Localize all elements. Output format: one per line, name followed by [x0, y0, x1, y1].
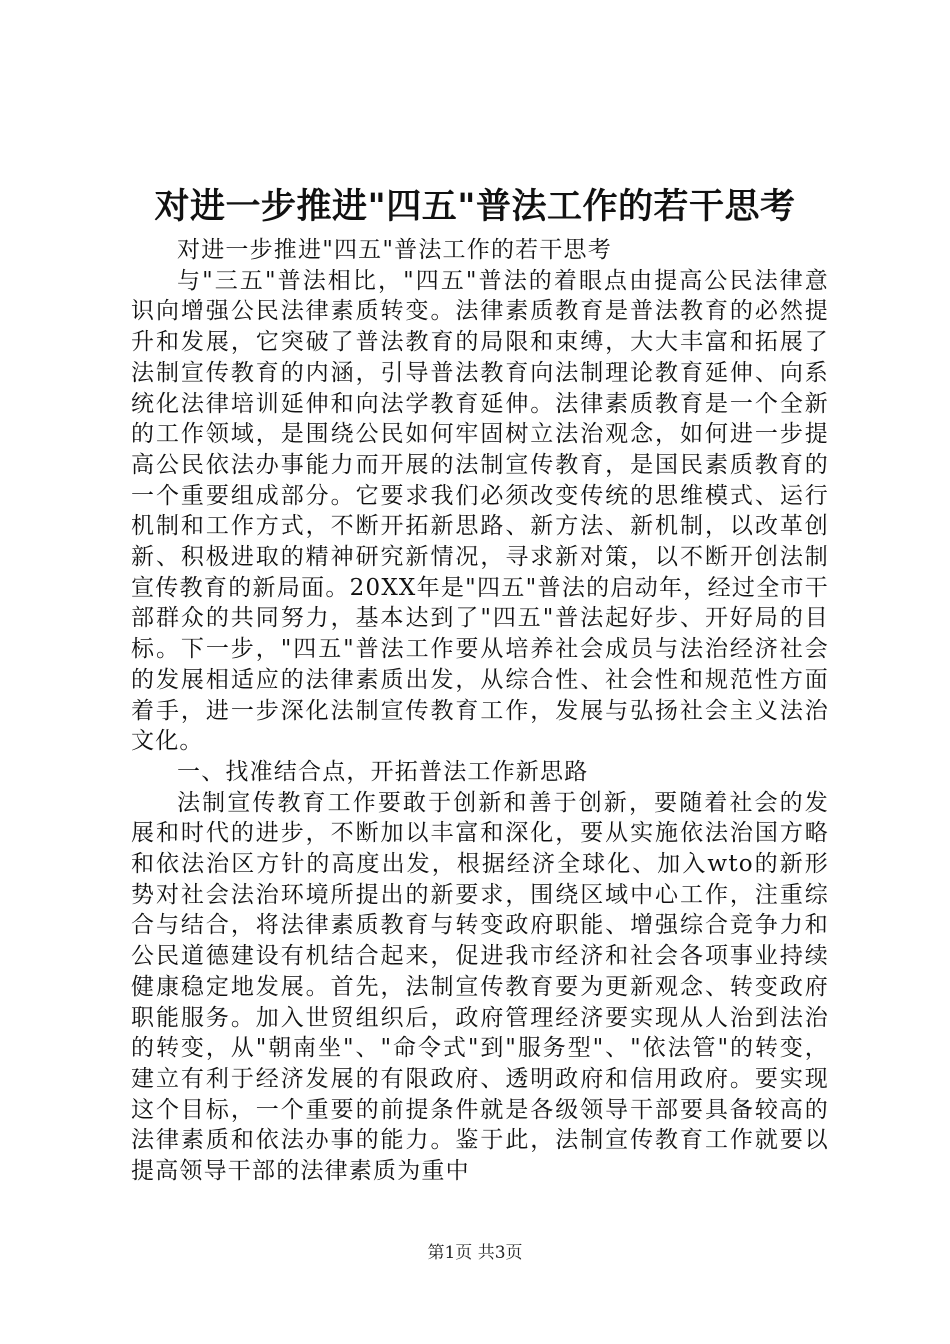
page-footer: 第1页 共3页	[427, 1243, 523, 1263]
document-body	[131, 235, 829, 1187]
document-subtitle: 对进一步推进"四五"普法工作的若干思考	[177, 237, 612, 263]
page-title: 对进一步推进"四五"普法工作的若干思考	[154, 186, 796, 227]
paragraph-section-1: 法制宣传教育工作要敢于创新和善于创新，要随着社会的发展和时代的进步，不断加以丰富和深化，要从实施依法治国方略和依法治区方针的高度出发，根据经济全球化、加入wto的新形势对社会法治环境所提出的新要求，围绕区域中心工作，注重综合与结合，将法律素质教育与转变政府职能、增强综合竞争力和公民道德建设有机结合起来，促进我市经济和社会各项事业持续健康稳定地发展。首先，法制宣传教育要为更新观念、转变政府职能服务。加入世贸组织后，政府管理经济要实现从人治到法治的转变，从"朝南坐"、"命令式"到"服务型"、"依法管"的转变，建立有利于经济发展的有限政府、透明政府和信用政府。要实现这个目标，一个重要的前提条件就是各级领导干部要具备较高的法律素质和依法办事的能力。鉴于此，法制宣传教育工作就要以提高领导干部的法律素质为重中	[131, 789, 829, 1185]
paragraph-intro: 与"三五"普法相比，"四五"普法的着眼点由提高公民法律意识向增强公民法律素质转变。法律素质教育是普法教育的必然提升和发展，它突破了普法教育的局限和束缚，大大丰富和拓展了法制宣传教育的内涵，引导普法教育向法制理论教育延伸、向系统化法律培训延伸和向法学教育延伸。法律素质教育是一个全新的工作领域，是围绕公民如何牢固树立法治观念，如何进一步提高公民依法办事能力而开展的法制宣传教育，是国民素质教育的一个重要组成部分。它要求我们必须改变传统的思维模式、运行机制和工作方式，不断开拓新思路、新方法、新机制，以改革创新、积极进取的精神研究新情况，寻求新对策，以不断开创法制宣传教育的新局面。20XX年是"四五"普法的启动年，经过全市干部群众的共同努力，基本达到了"四五"普法起好步、开好局的目标。下一步，"四五"普法工作要从培养社会成员与法治经济社会的发展相适应的法律素质出发，从综合性、社会性和规范性方面着手，进一步深化法制宣传教育工作，发展与弘扬社会主义法治文化。	[131, 267, 829, 755]
section-heading-1: 一、找准结合点，开拓普法工作新思路	[177, 758, 589, 785]
